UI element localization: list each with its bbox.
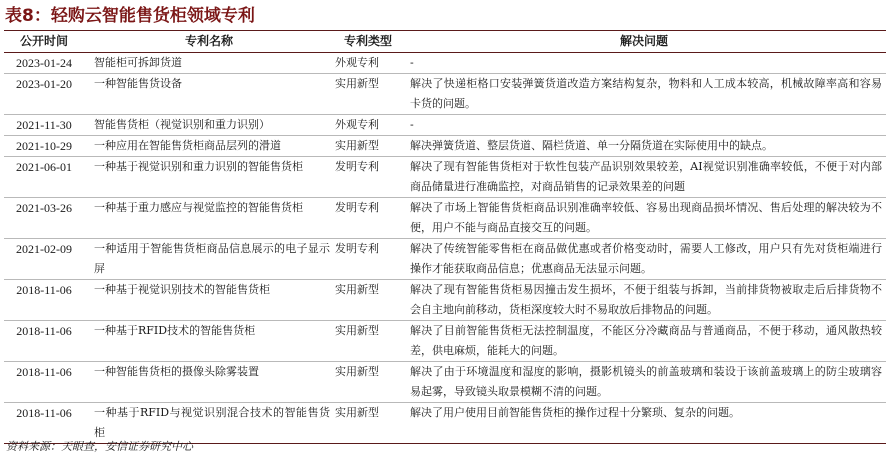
cell-date: 2021-11-30 bbox=[16, 118, 72, 132]
cell-name: 智能柜可拆卸货道 bbox=[94, 56, 182, 69]
cell-problem: 解决弹簧货道、整层货道、隔栏货道、单一分隔货道在实际使用中的缺点。 bbox=[410, 139, 773, 152]
table-body bbox=[4, 53, 886, 443]
table-row bbox=[4, 74, 886, 115]
cell-problem: - bbox=[410, 118, 414, 131]
table-row bbox=[4, 157, 886, 198]
cell-name: 一种智能售货设备 bbox=[94, 77, 182, 90]
header-type: 专利类型 bbox=[343, 34, 392, 48]
cell-type: 实用新型 bbox=[335, 324, 379, 337]
cell-type: 发明专利 bbox=[335, 201, 379, 214]
table-row bbox=[4, 136, 886, 157]
cell-type: 发明专利 bbox=[335, 160, 379, 173]
table-row bbox=[4, 239, 886, 280]
table-row bbox=[4, 321, 886, 362]
cell-problem: 解决了由于环境温度和湿度的影响，摄影机镜头的前盖玻璃和装设于该前盖玻璃上的防尘玻璃容易起雾，导致镜头取景模糊不清的问题。 bbox=[410, 365, 882, 398]
cell-date: 2018-11-06 bbox=[16, 283, 72, 297]
cell-date: 2023-01-24 bbox=[16, 56, 72, 70]
cell-date: 2018-11-06 bbox=[16, 406, 72, 420]
cell-date: 2021-06-01 bbox=[16, 160, 72, 174]
header-name: 专利名称 bbox=[184, 34, 233, 48]
cell-problem: 解决了现有智能售货柜对于软性包装产品识别效果较差，AI视觉识别准确率较低，不便于对内部商品储量进行准确监控，对商品销售的记录效果差的问题 bbox=[410, 160, 882, 193]
cell-type: 外观专利 bbox=[335, 56, 379, 69]
table-row bbox=[4, 53, 886, 74]
cell-date: 2018-11-06 bbox=[16, 365, 72, 379]
table-title: 表8：轻购云智能售货柜领域专利 bbox=[5, 6, 255, 26]
patent-table bbox=[4, 30, 886, 444]
table-row bbox=[4, 362, 886, 403]
cell-problem: - bbox=[410, 56, 414, 69]
header-date: 公开时间 bbox=[19, 34, 68, 48]
cell-name: 一种基于视觉识别技术的智能售货柜 bbox=[94, 283, 270, 296]
cell-date: 2021-10-29 bbox=[16, 139, 72, 153]
cell-problem: 解决了用户使用目前智能售货柜的操作过程十分繁琐、复杂的问题。 bbox=[410, 406, 740, 419]
cell-problem: 解决了快递柜格口安装弹簧货道改造方案结构复杂，物料和人工成本较高，机械故障率高和容易卡货的问题。 bbox=[410, 77, 882, 110]
cell-name: 一种智能售货柜的摄像头除雾装置 bbox=[94, 365, 259, 378]
cell-problem: 解决了现有智能售货柜易因撞击发生损坏，不便于组装与拆卸，当前排货物被取走后后排货物不会自主地向前移动，货柜深度较大时不易取放后排物品的问题。 bbox=[410, 283, 882, 316]
cell-type: 实用新型 bbox=[335, 406, 379, 419]
cell-type: 实用新型 bbox=[335, 283, 379, 296]
cell-name: 一种基于视觉识别和重力识别的智能售货柜 bbox=[94, 160, 303, 173]
table-row bbox=[4, 198, 886, 239]
table-row bbox=[4, 115, 886, 136]
source-note: 资料来源：天眼查，安信证券研究中心 bbox=[6, 440, 193, 453]
table-row bbox=[4, 403, 886, 443]
cell-date: 2021-03-26 bbox=[16, 201, 72, 215]
cell-date: 2021-02-09 bbox=[16, 242, 72, 256]
cell-name: 一种适用于智能售货柜商品信息展示的电子显示屏 bbox=[94, 242, 330, 275]
cell-problem: 解决了市场上智能售货柜商品识别准确率较低、容易出现商品损坏情况、售后处理的解决较为不便，用户不能与商品直接交互的问题。 bbox=[410, 201, 882, 234]
cell-type: 实用新型 bbox=[335, 365, 379, 378]
cell-type: 发明专利 bbox=[335, 242, 379, 255]
cell-name: 一种基于重力感应与视觉监控的智能售货柜 bbox=[94, 201, 303, 214]
cell-name: 智能售货柜（视觉识别和重力识别） bbox=[94, 118, 270, 131]
cell-date: 2018-11-06 bbox=[16, 324, 72, 338]
cell-problem: 解决了传统智能零售柜在商品做优惠或者价格变动时，需要人工修改，用户只有先对货柜端进行操作才能获取商品信息；优惠商品无法显示问题。 bbox=[410, 242, 882, 275]
cell-type: 外观专利 bbox=[335, 118, 379, 131]
header-problem: 解决问题 bbox=[619, 34, 668, 48]
table-header bbox=[4, 31, 886, 53]
cell-type: 实用新型 bbox=[335, 77, 379, 90]
cell-date: 2023-01-20 bbox=[16, 77, 72, 91]
table-row bbox=[4, 280, 886, 321]
cell-problem: 解决了目前智能售货柜无法控制温度，不能区分冷藏商品与普通商品，不便于移动，通风散热较差，供电麻烦，能耗大的问题。 bbox=[410, 324, 882, 357]
cell-name: 一种应用在智能售货柜商品层列的滑道 bbox=[94, 139, 281, 152]
cell-type: 实用新型 bbox=[335, 139, 379, 152]
cell-name: 一种基于RFID与视觉识别混合技术的智能售货柜 bbox=[94, 406, 330, 439]
cell-name: 一种基于RFID技术的智能售货柜 bbox=[94, 324, 256, 337]
